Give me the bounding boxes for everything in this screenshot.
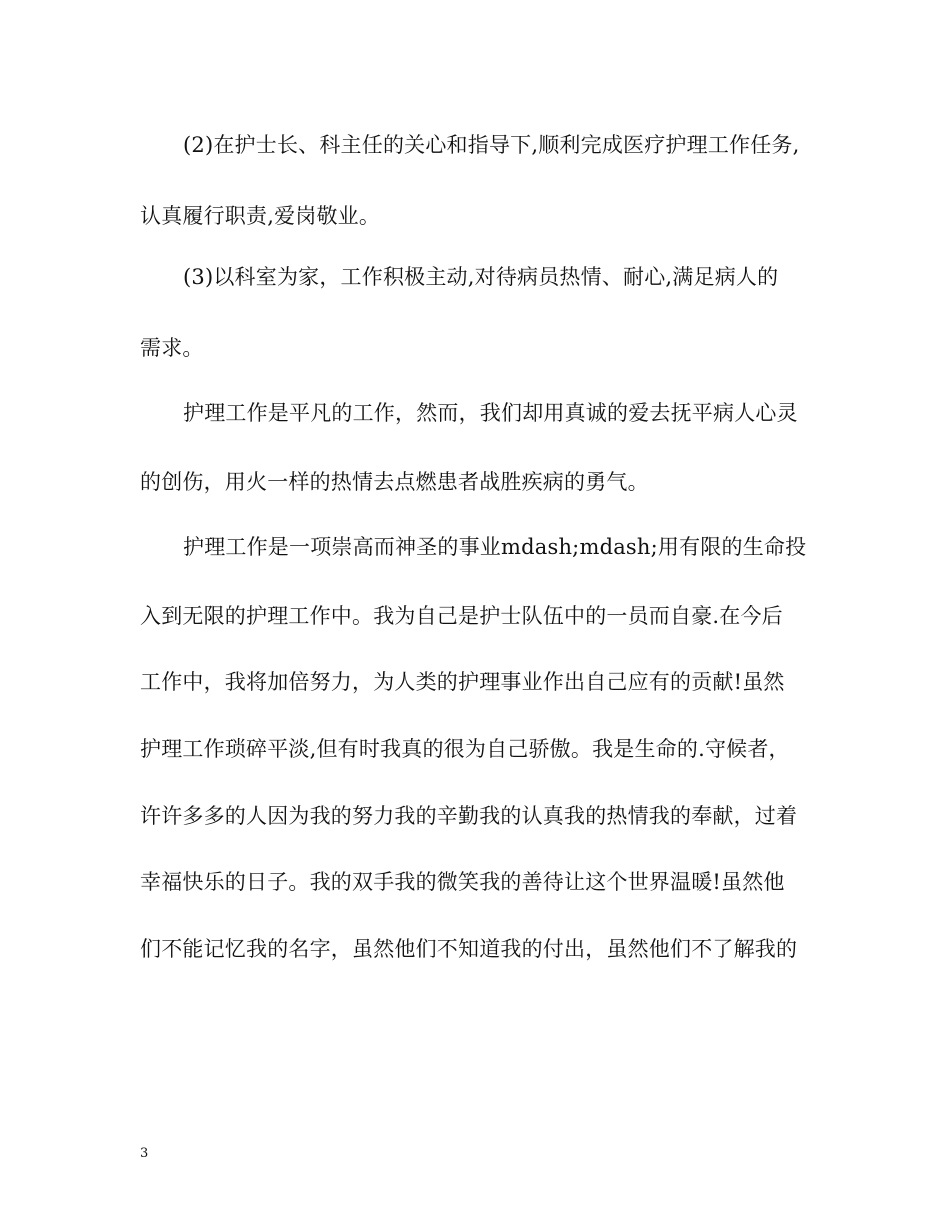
text-line: 们不能记忆我的名字，虽然他们不知道我的付出，虽然他们不了解我的 [140,937,798,961]
page-number: 3 [140,1146,149,1161]
text-line: 护理工作是平凡的工作，然而，我们却用真诚的爱去抚平病人心灵 [183,401,798,425]
text-line: 工作中，我将加倍努力，为人类的护理事业作出自己应有的贡献!虽然 [140,670,785,694]
text-line: 需求。 [140,336,204,360]
text-line: 护理工作是一项崇高而神圣的事业mdash;mdash;用有限的生命投 [183,535,807,559]
text-line: 入到无限的护理工作中。我为自己是护士队伍中的一员而自豪.在今后 [140,604,783,628]
text-line: (2)在护士长、科主任的关心和指导下,顺利完成医疗护理工作任务, [183,133,800,157]
text-line: 认真履行职责,爱岗敬业。 [140,204,381,228]
text-line: (3)以科室为家，工作积极主动,对待病员热情、耐心,满足病人的 [183,265,779,289]
text-line: 许许多多的人因为我的努力我的辛勤我的认真我的热情我的奉献，过着 [140,804,798,828]
text-line: 护理工作琐碎平淡,但有时我真的很为自己骄傲。我是生命的.守候者， [140,737,790,761]
text-line: 的创伤，用火一样的热情去点燃患者战胜疾病的勇气。 [140,470,649,494]
text-line: 幸福快乐的日子。我的双手我的微笑我的善待让这个世界温暖!虽然他 [140,870,785,894]
